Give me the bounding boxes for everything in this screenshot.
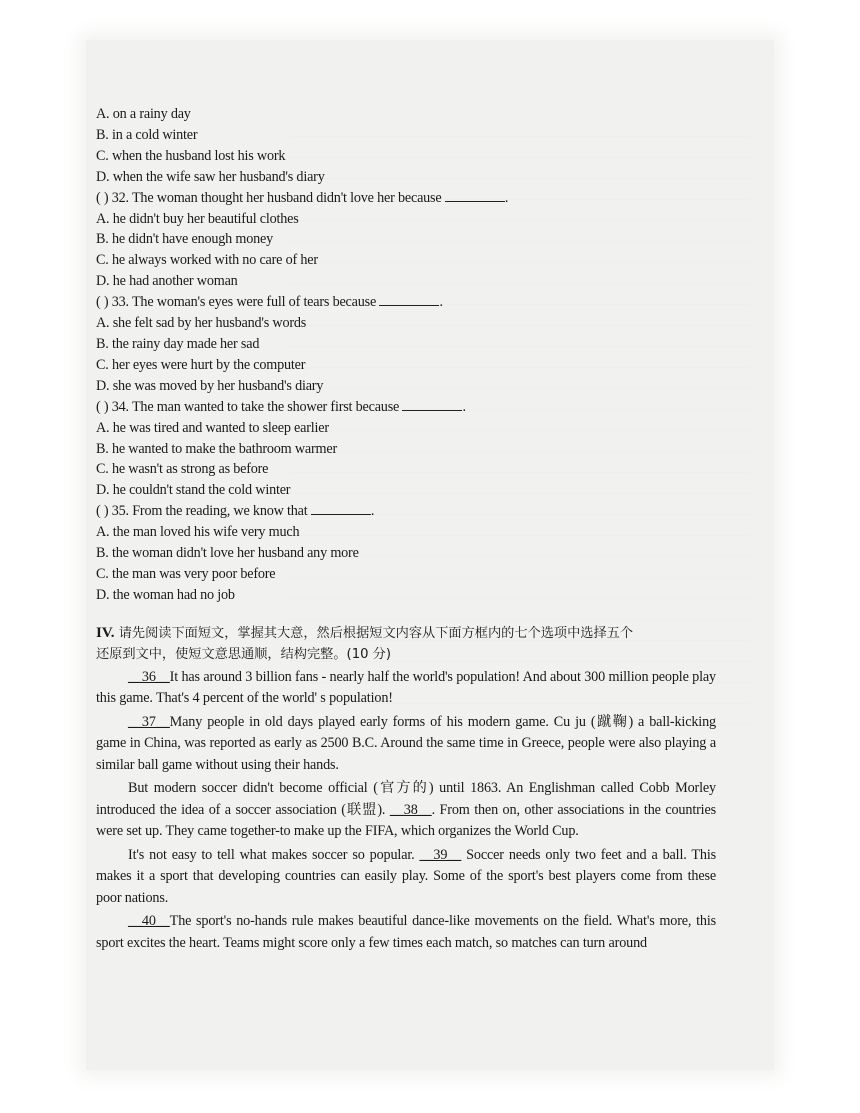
question-33 [96,292,716,397]
option-a: A. he didn't buy her beautiful clothes [96,210,299,227]
instruction-line-1: 请先阅读下面短文，掌握其大意，然后根据短文内容从下面方框内的七个选项中选择五个 [118,625,634,641]
instruction-line-2: 还原到文中，使短文意思通顺，结构完整。(10 分) [96,646,392,662]
document-content [96,104,716,954]
option-d: D. when the wife saw her husband's diary [96,168,325,185]
option-a: A. he was tired and wanted to sleep earlier [96,419,329,436]
question-35 [96,501,716,606]
answer-blank [379,293,439,306]
question-stem: ( ) 32. The woman thought her husband didn't love her because . [96,189,509,206]
passage-paragraph: __40__The sport's no-hands rule makes beautiful dance-like movements on the field. What's more, this sport excites the heart. Teams might score only a few times each match, so matches can turn around [96,913,716,951]
option-b: B. he wanted to make the bathroom warmer [96,440,337,457]
blank-39: __39__ [419,846,462,863]
option-a: A. the man loved his wife very much [96,524,300,541]
section-instruction [96,623,716,644]
passage-paragraph: __37__Many people in old days played early forms of his modern game. Cu ju (蹴鞠) a ball-kicking game in China, was reported as early as 2500 B.C. Around the same time in Greece, people were also playing a similar ball game without using their hands. [96,713,716,773]
option-d: D. the woman had no job [96,586,235,603]
blank-40: __40__ [128,913,170,930]
option-c: C. he wasn't as strong as before [96,461,269,478]
answer-blank [402,398,462,411]
option-c: C. he always worked with no care of her [96,252,318,269]
option-a: A. she felt sad by her husband's words [96,315,307,332]
answer-blank [445,189,505,202]
option-b: B. the rainy day made her sad [96,335,260,352]
option-d: D. she was moved by her husband's diary [96,377,324,394]
question-stem: ( ) 35. From the reading, we know that . [96,503,375,520]
section-iv [96,623,716,955]
passage-paragraph: But modern soccer didn't become official (官方的) until 1863. An Englishman called Cobb Morley introduced the idea of a soccer association (联盟). __38__. From then on, other associations in the countries were set up. They came together-to make up the FIFA, which organizes the World Cup. [96,780,716,840]
option-c: C. the man was very poor before [96,565,276,582]
question-31-options [96,104,716,188]
option-d: D. he couldn't stand the cold winter [96,482,291,499]
question-stem: ( ) 34. The man wanted to take the shower first because . [96,398,466,415]
passage-paragraph: It's not easy to tell what makes soccer so popular. __39__ Soccer needs only two feet and a ball. This makes it a sport that developing countries can easily play. Some of the sport's best players come from these poor nations. [96,846,716,906]
blank-36: __36__ [128,668,170,685]
option-b: B. the woman didn't love her husband any more [96,545,359,562]
answer-blank [311,502,371,515]
question-34 [96,397,716,502]
question-32 [96,188,716,293]
option-c: C. her eyes were hurt by the computer [96,356,306,373]
question-stem: ( ) 33. The woman's eyes were full of tears because . [96,294,443,311]
blank-37: __37__ [128,713,170,730]
option-b: B. in a cold winter [96,126,198,143]
section-number: IV. [96,624,115,641]
option-b: B. he didn't have enough money [96,231,274,248]
option-d: D. he had another woman [96,273,238,290]
option-a: A. on a rainy day [96,106,191,122]
option-c: C. when the husband lost his work [96,147,286,164]
passage-paragraph: __36__It has around 3 billion fans - nearly half the world's population! And about 300 million people play this game. That's 4 percent of the world' s population! [96,668,716,707]
blank-38: __38__ [389,801,432,818]
